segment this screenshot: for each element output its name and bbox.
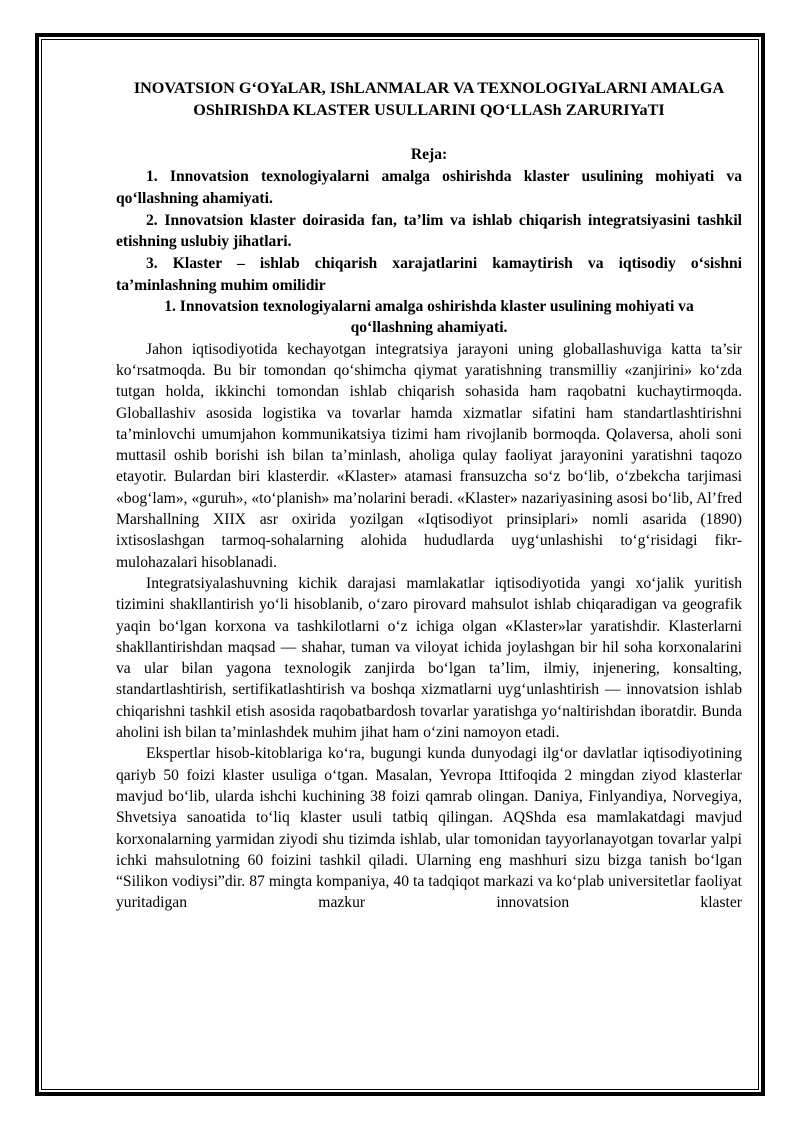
- paragraph-2: Integratsiyalashuvning kichik darajasi mamlakatlar iqtisodiyotida yangi xo‘jalik yuritish tizimini shakllantirish yo‘li hisoblanib, o‘zaro pirovard mahsulot ishlab chiqaradigan va geografik yaqin bo‘lgan korxona va tashkilotlarni o‘z ichiga olgan «Klaster»lar yaratishdir. Klasterlarni shakllantirishdan maqsad — shahar, tuman va viloyat ichida joylashgan bir hil soha korxonalarini va ular bilan yagona texnologik zanjirda bo‘lgan ta’lim, ilmiy, injenering, konsalting, standartlashtirish, sertifikatlashtirish va boshqa xizmatlarni uyg‘unlashtirish — innovatsion ishlab chiqarishni tashkil etish asosida raqobatbardosh tovarlar yaratishga yo‘naltirishdan iboratdir. Bunda aholini ish bilan ta’minlashdek muhim jihat ham o‘zini namoyon etadi.: [116, 574, 742, 742]
- document-body: [116, 78, 742, 914]
- paragraph-3: Ekspertlar hisob-kitoblariga ko‘ra, bugungi kunda dunyodagi ilg‘or davlatlar iqtisodiyotining qariyb 50 foizi klaster usuliga o‘tgan. Masalan, Yevropa Ittifoqida 2 mingdan ziyod klasterlar mavjud bo‘lib, ularda ishchi kuchining 38 foizi qamrab olingan. Daniya, Finlyandiya, Norvegiya, Shvetsiya sanoatida to‘liq klaster usuli tatbiq qilingan. AQShda esa mamlakatdagi mavjud korxonalarning yarmidan ziyodi shu tizimda ishlab, ular tomonidan tayyorlanayotgan tovarlar yalpi ichki mahsulotning 60 foizini tashkil qiladi. Ularning eng mashhuri sizu bizga tanish bo‘lgan “Silikon vodiysi”dir. 87 mingta kompaniya, 40 ta tadqiqot markazi va ko‘plab universitetlar faoliyat yuritadigan mazkur innovatsion klaster: [116, 745, 742, 912]
- plan-heading: Reja:: [410, 146, 448, 163]
- section-heading: 1. Innovatsion texnologiyalarni amalga oshirishda klaster usulining mohiyati va qo‘llashning ahamiyati.: [164, 298, 694, 337]
- plan-item-2: 2. Innovatsion klaster doirasida fan, ta’lim va ishlab chiqarish integratsiyasini tashkil etishning uslubiy jihatlari.: [116, 211, 742, 251]
- plan-item-1: 1. Innovatsion texnologiyalarni amalga oshirishda klaster usulining mohiyati va qo‘llashning ahamiyati.: [116, 168, 742, 207]
- paragraph-1: Jahon iqtisodiyotida kechayotgan integratsiya jarayoni uning globallashuviga katta ta’sir ko‘rsatmoqda. Bu bir tomondan qo‘shimcha qiymat yaratishning transmilliy «zanjirini» ko‘zda tutgan holda, ikkinchi tomondan ishlab chiqarish sohasida ham raqobatni kuchaytirmoqda. Globallashiv asosida logistika va tovarlar hamda xizmatlar sifatini ham standartlashtirishni ta’minlovchi umumjahon kommunikatsiya tizimi ham rivojlanib bormoqda. Qolaversa, aholi soni muttasil oshib borishi ish bilan ta’minlash, aholiga qulay faoliyat jarayonini yaratishni taqozo etayotir. Bulardan biri klasterdir. «Klaster» atamasi fransuzcha so‘z bo‘lib, o‘zbekcha tarjimasi «bog‘lam», «guruh», «to‘planish» ma’nolarini beradi. «Klaster» nazariyasining asosi bo‘lib, Al’fred Marshallning XIIX asr oxirida yozilgan «Iqtisodiyot prinsiplari» nomli asarida (1890) ixtisoslashgan tarmoq-sohalarning alohida hududlarda uyg‘unlashishi to‘g‘risidagi fikr-mulohazalari hisoblanadi.: [116, 340, 742, 571]
- plan-item-3: 3. Klaster – ishlab chiqarish xarajatlarini kamaytirish va iqtisodiy o‘sishni ta’minlashning muhim omilidir: [116, 255, 742, 294]
- document-title: INOVATSION G‘OYaLAR, IShLANMALAR VA TEXNOLOGIYaLARNI AMALGA OShIRIShDA KLASTER USULLARINI QO‘LLASh ZARURIYaTI: [133, 79, 725, 119]
